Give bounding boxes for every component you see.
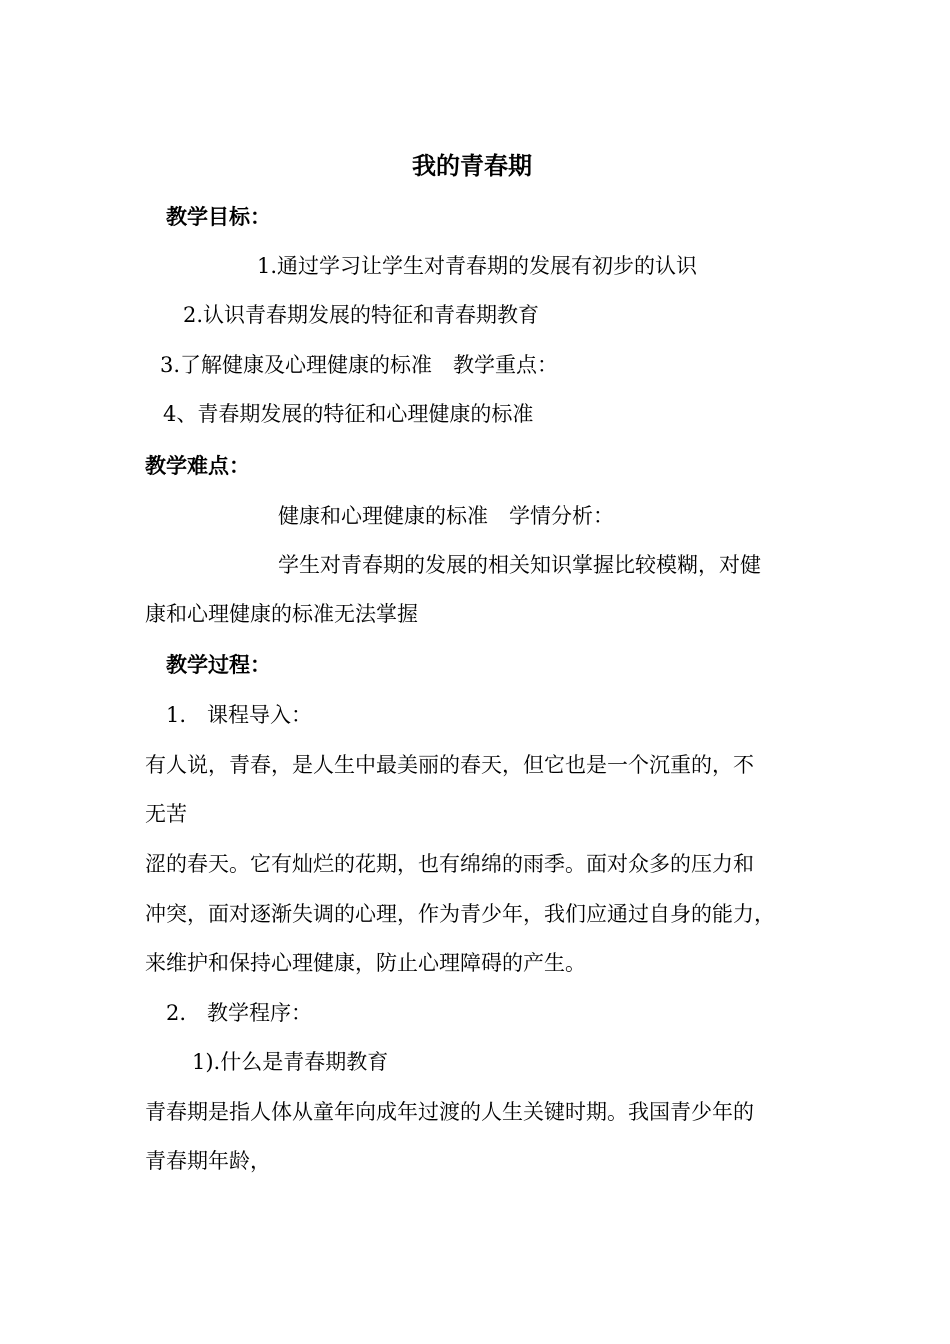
intro-paragraph-line-5: 来维护和保持心理健康，防止心理障碍的产生。 <box>145 951 586 975</box>
process-step-2: 2. 教学程序： <box>166 1001 313 1025</box>
heading-teaching-goals: 教学目标： <box>166 204 271 229</box>
intro-paragraph-line-2: 无苦 <box>145 802 187 826</box>
intro-paragraph-line-1: 有人说，青春，是人生中最美丽的春天，但它也是一个沉重的，不 <box>145 753 754 777</box>
goal-item-1: 1.通过学习让学生对青春期的发展有初步的认识 <box>257 254 698 278</box>
intro-paragraph-line-3: 涩的春天。它有灿烂的花期，也有绵绵的雨季。面对众多的压力和 <box>145 852 754 876</box>
difficulty-item: 健康和心理健康的标准 学情分析： <box>278 504 614 528</box>
goal-item-3: 3.了解健康及心理健康的标准 教学重点： <box>160 353 559 377</box>
intro-paragraph-line-4: 冲突，面对逐渐失调的心理，作为青少年，我们应通过自身的能力， <box>145 902 775 926</box>
heading-difficulties: 教学难点： <box>145 453 250 478</box>
key-point-item: 4、青春期发展的特征和心理健康的标准 <box>163 402 534 426</box>
subsection-heading: 1).什么是青春期教育 <box>192 1050 389 1074</box>
process-step-1: 1. 课程导入： <box>166 703 313 727</box>
analysis-paragraph-line-2: 康和心理健康的标准无法掌握 <box>145 602 418 626</box>
goal-item-2: 2.认识青春期发展的特征和青春期教育 <box>183 303 540 327</box>
analysis-paragraph-line-1: 学生对青春期的发展的相关知识掌握比较模糊，对健 <box>278 553 761 577</box>
heading-process: 教学过程： <box>166 652 271 677</box>
page-title: 我的青春期 <box>412 151 532 180</box>
body-paragraph-line-1: 青春期是指人体从童年向成年过渡的人生关键时期。我国青少年的 <box>145 1100 754 1124</box>
body-paragraph-line-2: 青春期年龄， <box>145 1149 271 1173</box>
